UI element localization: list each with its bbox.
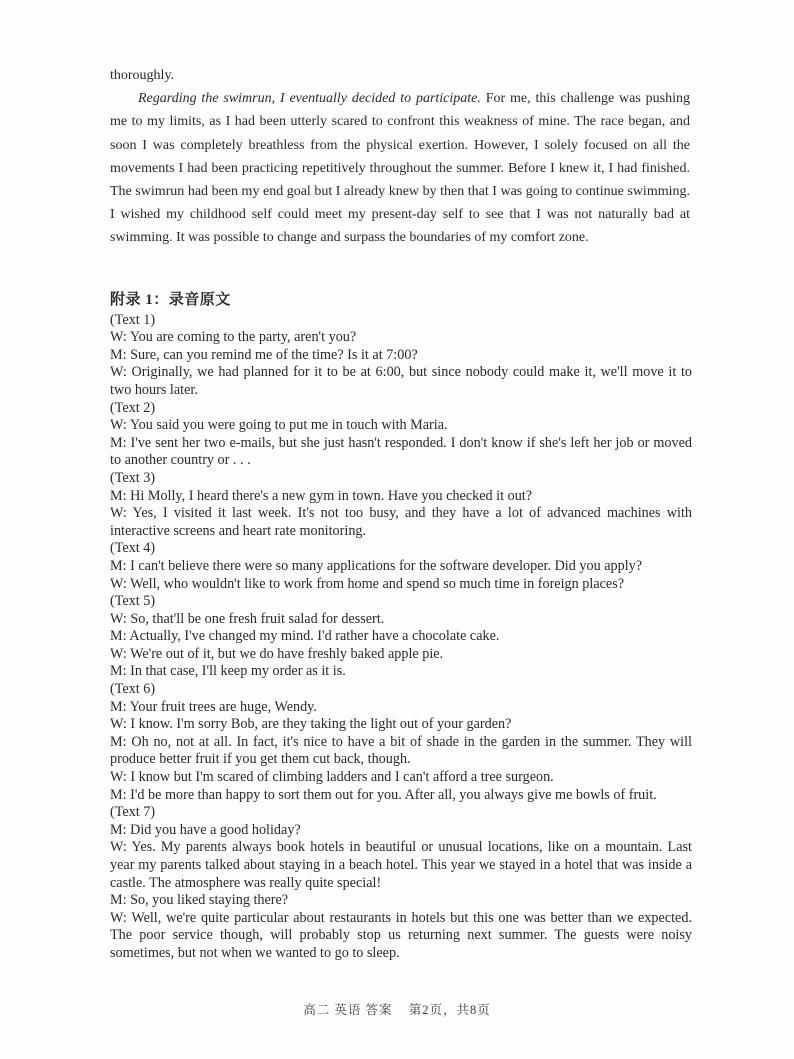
transcript-list [110,312,692,963]
transcript-label: (Text 5) [110,593,156,610]
essay-section [110,64,690,250]
dialogue-line: W: Yes, I visited it last week. It's not too busy, and they have a lot of advanced machines with interactive screens and heart rate monitoring. [110,505,692,539]
dialogue-line: W: I know but I'm scared of climbing ladders and I can't afford a tree surgeon. [110,769,554,786]
transcript-block [110,593,692,681]
transcript-label: (Text 4) [110,540,156,557]
transcript-block [110,804,692,962]
dialogue-line: W: Well, we're quite particular about restaurants in hotels but this one was better than we expected. The poor service though, will probably stop us returning next summer. The guests were noisy sometimes, but not when we wanted to go to sleep. [110,909,692,961]
transcript-label: (Text 7) [110,804,156,821]
dialogue-line: M: I'd be more than happy to sort them out for you. After all, you always give me bowls of fruit. [110,786,657,803]
essay-line: thoroughly. [110,68,175,83]
dialogue-line: M: Did you have a good holiday? [110,821,301,838]
transcript-label: (Text 2) [110,399,156,416]
essay-paragraph [110,87,690,249]
dialogue-line: M: In that case, I'll keep my order as it is. [110,663,346,680]
dialogue-line: W: Yes. My parents always book hotels in beautiful or unusual locations, like on a mountain. Last year my parents talked about staying in a beach hotel. This year we stayed in a hotel that was inside a castle. The atmosphere was really quite special! [110,839,692,891]
dialogue-line: M: Oh no, not at all. In fact, it's nice to have a bit of shade in the garden in the summer. They will produce better fruit if you get them cut back, though. [110,733,692,768]
dialogue-line: W: Originally, we had planned for it to be at 6:00, but since nobody could make it, we'll move it to two hours later. [110,364,692,398]
dialogue-line: M: I've sent her two e-mails, but she just hasn't responded. I don't know if she's left her job or moved to another country or . . . [110,434,692,469]
dialogue-line: W: I know. I'm sorry Bob, are they taking the light out of your garden? [110,716,512,733]
dialogue-line: M: Actually, I've changed my mind. I'd rather have a chocolate cake. [110,628,500,645]
transcript-block [110,312,692,400]
dialogue-line: M: So, you liked staying there? [110,892,289,909]
dialogue-line: W: So, that'll be one fresh fruit salad for dessert. [110,610,385,627]
dialogue-line: M: Hi Molly, I heard there's a new gym in town. Have you checked it out? [110,487,533,504]
footer-page-number: 第2页，共8页 [408,1003,491,1017]
dialogue-line: M: I can't believe there were so many applications for the software developer. Did you apply? [110,557,643,574]
appendix-title: 附录 1：录音原文 [110,292,231,308]
dialogue-line: M: Your fruit trees are huge, Wendy. [110,698,317,715]
dialogue-line: W: Well, who wouldn't like to work from home and spend so much time in foreign places? [110,575,625,592]
appendix-section [110,292,692,963]
page-footer [0,1000,794,1018]
dialogue-line: W: You are coming to the party, aren't you? [110,329,357,346]
dialogue-line: M: Sure, can you remind me of the time? Is it at 7:00? [110,346,418,363]
transcript-label: (Text 1) [110,311,156,328]
essay-italic-sentence: Regarding the swimrun, I eventually decided to participate. [138,91,481,107]
dialogue-line: W: You said you were going to put me in touch with Maria. [110,417,448,434]
transcript-block [110,681,692,804]
transcript-block [110,400,692,470]
transcript-label: (Text 3) [110,469,156,486]
transcript-block [110,470,692,540]
footer-subject: 高二 英语 答案 [303,1003,393,1017]
transcript-block [110,540,692,593]
transcript-label: (Text 6) [110,681,156,698]
dialogue-line: W: We're out of it, but we do have freshly baked apple pie. [110,645,444,662]
essay-paragraph-text: For me, this challenge was pushing me to my limits, as I had been utterly scared to confront this weakness of mine. The race began, and soon I was completely breathless from the physical exertion. However, I solely focused on all the movements I had been practicing repetitively throughout the summer. Before I knew it, I had finished. The swimrun had been my end goal but I already knew by then that I was going to continue swimming. I wished my childhood self could meet my present-day self to see that I was not naturally bad at swimming. It was possible to change and surpass the boundaries of my comfort zone. [110,91,690,246]
